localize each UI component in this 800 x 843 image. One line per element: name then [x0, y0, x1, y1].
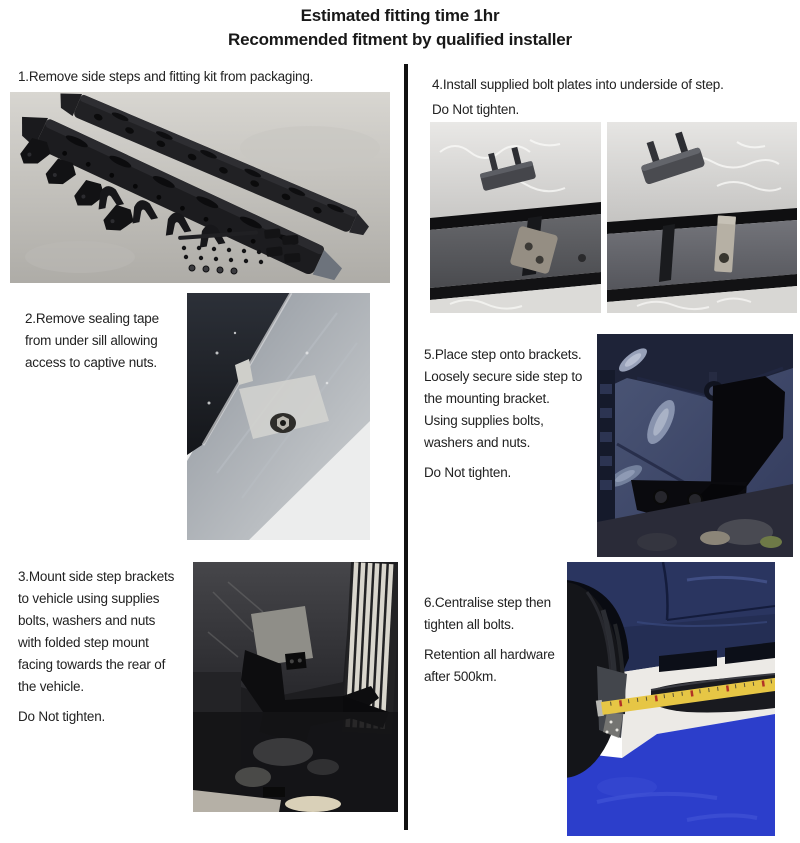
bolt-plate-image-1 — [430, 122, 601, 313]
step4-photo-left — [430, 122, 601, 313]
step3-line: the vehicle. — [18, 679, 84, 694]
step2-photo — [187, 293, 370, 540]
step1-photo — [10, 92, 390, 283]
step4-line: Do Not tighten. — [432, 102, 520, 117]
step3-line: with folded step mount — [18, 635, 149, 650]
step3-line: to vehicle using supplies — [18, 591, 160, 606]
bolt-plate-image-2 — [607, 122, 797, 313]
step5-text — [424, 344, 582, 484]
step3-line: bolts, washers and nuts — [18, 613, 156, 628]
step6-line: 6.Centralise step then — [424, 595, 551, 610]
step6-photo — [567, 562, 775, 836]
step2-line: access to captive nuts. — [25, 355, 157, 370]
column-divider — [404, 64, 408, 830]
step3-text — [18, 566, 174, 728]
step6-note-line: after 500km. — [424, 669, 497, 684]
step3-line: 3.Mount side step brackets — [18, 569, 175, 584]
step2-text — [25, 308, 159, 374]
centralise-step-image — [567, 562, 775, 836]
step6-line: tighten all bolts. — [424, 617, 515, 632]
plastic-wrap — [607, 122, 797, 222]
captive-bolt-block — [285, 652, 307, 670]
step3-line: facing towards the rear of — [18, 657, 166, 672]
step1-line: 1.Remove side steps and fitting kit from packaging. — [18, 69, 314, 84]
step4-text — [432, 72, 724, 122]
bracket-mounted-image — [193, 562, 398, 812]
step5-line: washers and nuts. — [424, 435, 531, 450]
step5-line: Loosely secure side step to — [424, 369, 583, 384]
side-steps-kit-image — [10, 92, 390, 283]
step2-line: from under sill allowing — [25, 333, 158, 348]
step4-line: 4.Install supplied bolt plates into underside of step. — [432, 77, 724, 92]
title-line-1: Estimated fitting time 1hr — [300, 6, 500, 25]
step3-photo — [193, 562, 398, 812]
step6-note-line: Retention all hardware — [424, 647, 555, 662]
step5-line: Using supplies bolts, — [424, 413, 544, 428]
step6-text — [424, 592, 555, 688]
step5-note: Do Not tighten. — [424, 465, 512, 480]
step4-photo-right — [607, 122, 797, 313]
step5-line: the mounting bracket. — [424, 391, 550, 406]
page-title — [0, 4, 800, 52]
title-line-2: Recommended fitment by qualified installer — [228, 30, 572, 49]
step3-note: Do Not tighten. — [18, 709, 106, 724]
step-on-bracket-image — [597, 334, 793, 557]
step2-line: 2.Remove sealing tape — [25, 311, 159, 326]
sill-captive-nut-image — [187, 293, 370, 540]
step5-photo — [597, 334, 793, 557]
step1-text — [18, 66, 313, 88]
step5-line: 5.Place step onto brackets. — [424, 347, 582, 362]
captive-nut-hole — [270, 413, 296, 433]
